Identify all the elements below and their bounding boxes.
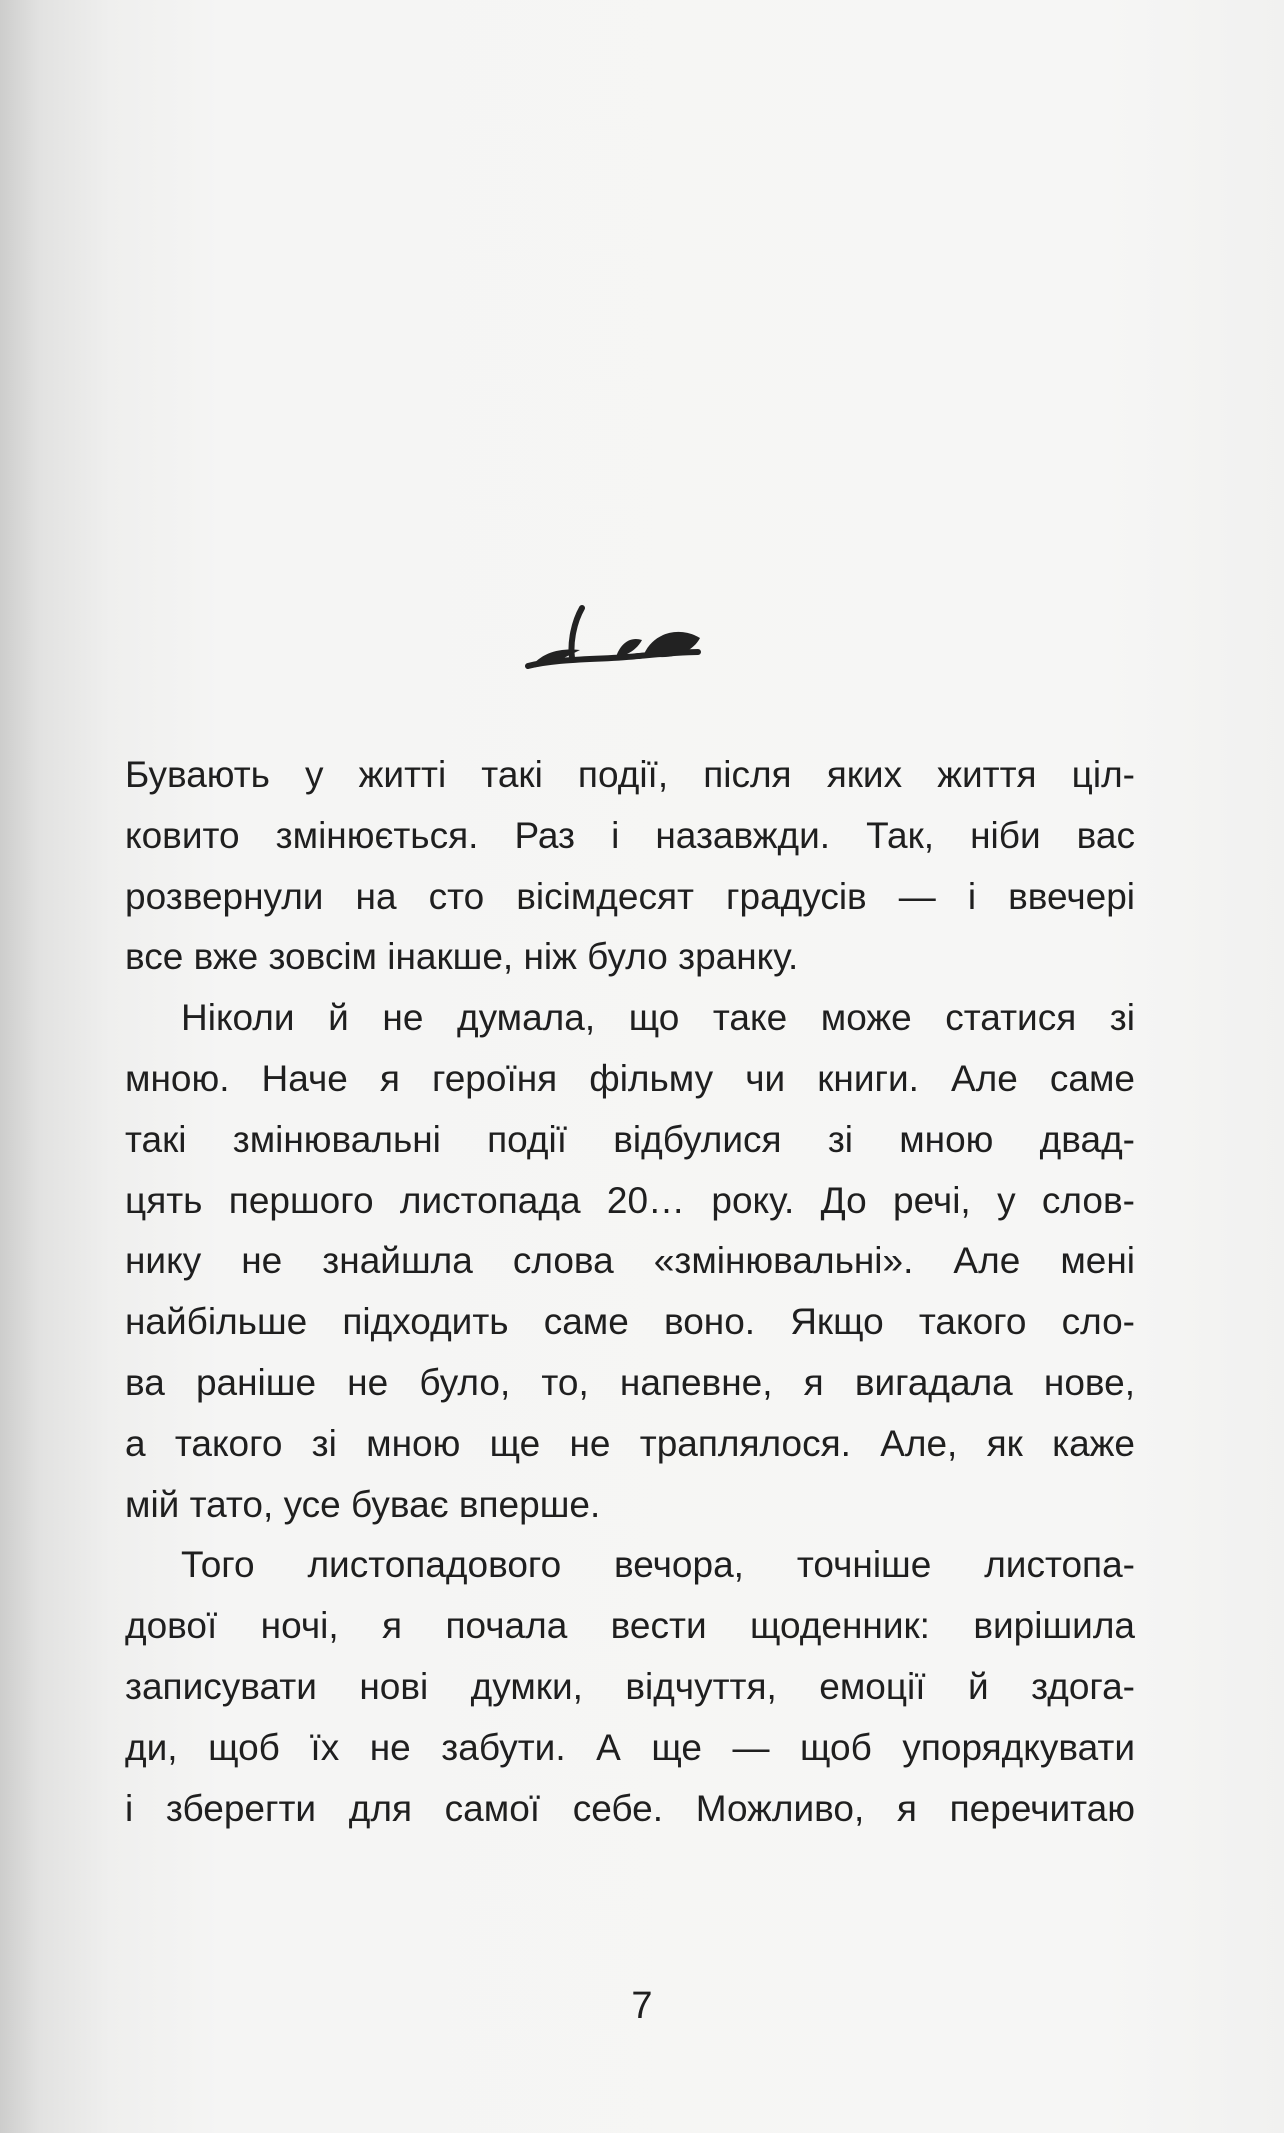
text-line: ковито змінюється. Раз і назавжди. Так, ніби вас bbox=[125, 814, 1135, 856]
text-line: нику не знайшла слова «змінювальні». Але мені bbox=[125, 1240, 1135, 1282]
text-line: цять першого листопада 20… року. До речі, у слов- bbox=[125, 1179, 1135, 1221]
text-line: записувати нові думки, відчуття, емоції й здога- bbox=[125, 1665, 1135, 1707]
text-line: а такого зі мною ще не траплялося. Але, як каже bbox=[125, 1422, 1135, 1464]
text-line: розвернули на сто вісімдесят градусів — і ввечері bbox=[125, 875, 1135, 917]
text-line: найбільше підходить саме воно. Якщо такого сло- bbox=[125, 1301, 1135, 1343]
body-text bbox=[125, 745, 1135, 1839]
page-number: 7 bbox=[631, 1985, 653, 2027]
text-line: мною. Наче я героїня фільму чи книги. Але саме bbox=[125, 1057, 1135, 1099]
text-line: ди, щоб їх не забути. А ще — щоб упорядкувати bbox=[125, 1726, 1135, 1768]
text-line: все вже зовсім інакше, ніж було зранку. bbox=[125, 936, 799, 978]
text-line: Бувають у житті такі події, після яких життя цiл- bbox=[125, 754, 1135, 795]
sprig-icon bbox=[520, 600, 710, 690]
text-line: такі змінювальні події відбулися зі мною двад- bbox=[125, 1118, 1135, 1160]
text-line: мій тато, усе буває вперше. bbox=[125, 1483, 601, 1525]
text-line: Ніколи й не думала, що таке може статися зі bbox=[181, 997, 1135, 1039]
text-line: Того листопадового вечора, точніше листопа- bbox=[181, 1544, 1135, 1586]
text-line: ва раніше не було, то, напевне, я вигадала нове, bbox=[125, 1361, 1135, 1403]
text-line: і зберегти для самої себе. Можливо, я перечитаю bbox=[125, 1787, 1135, 1829]
text-line: дової ночі, я почала вести щоденник: вирішила bbox=[125, 1605, 1135, 1647]
